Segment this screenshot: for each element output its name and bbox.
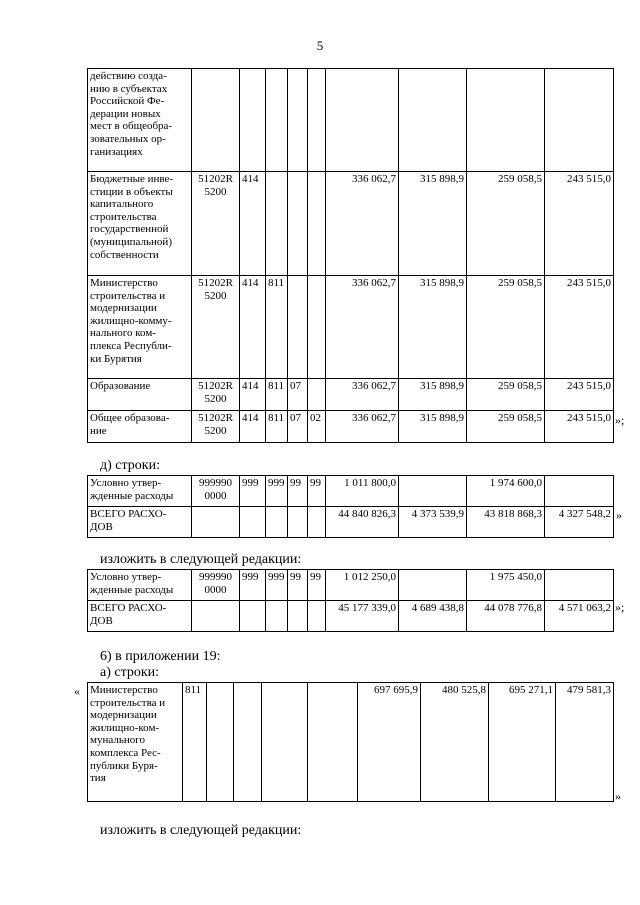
row-value-3: 1 975 450,0 — [467, 570, 545, 601]
paragraph-edit-2: изложить в следующей редакции: — [100, 823, 302, 838]
row-value-3: 259 058,5 — [467, 379, 545, 411]
row-value-4: 4 571 063,2 — [545, 601, 614, 632]
row-value-2 — [399, 69, 467, 172]
row-pr: 07 — [288, 379, 308, 411]
paragraph-d-rows: д) строки: — [100, 458, 160, 473]
row-gr — [240, 507, 266, 538]
row-code: 999990 0000 — [192, 476, 240, 507]
row-value-2 — [399, 570, 467, 601]
row-value-4: 4 327 548,2 — [545, 507, 614, 538]
row-name: Условно утвер- жденные расходы — [88, 476, 192, 507]
row-value-3 — [467, 69, 545, 172]
row-value-1: 697 695,9 — [358, 683, 421, 802]
row-rz: 811 — [266, 379, 288, 411]
row-code — [192, 601, 240, 632]
table-row — [88, 172, 614, 276]
row-pr: 99 — [288, 476, 308, 507]
row-vr — [308, 601, 326, 632]
row-value-3: 1 974 600,0 — [467, 476, 545, 507]
budget-table-3 — [87, 569, 614, 632]
table-row — [88, 507, 614, 538]
row-name: Бюджетные инве- стиции в объекты капитального строительства государственной (муниципальной) собственности — [88, 172, 192, 276]
row-vr — [308, 507, 326, 538]
row-value-3: 259 058,5 — [467, 411, 545, 443]
table-row — [88, 601, 614, 632]
row-value-1: 1 012 250,0 — [326, 570, 399, 601]
row-value-2: 480 525,8 — [421, 683, 489, 802]
page-number: 5 — [316, 38, 324, 53]
row-name: Министерство строительства и модернизации жилищно-ком- мунального комплекса Рес- публики Буря- тия — [88, 683, 183, 802]
row-gr: 414 — [240, 379, 266, 411]
paragraph-6-appendix: 6) в приложении 19: — [100, 649, 221, 664]
row-col-3 — [207, 683, 234, 802]
closing-quote-2: » — [616, 508, 622, 522]
closing-quote-3: »; — [615, 600, 625, 614]
row-rz — [266, 69, 288, 172]
row-value-3: 44 078 776,8 — [467, 601, 545, 632]
budget-table-2 — [87, 475, 614, 538]
row-name: Условно утвер- жденные расходы — [88, 570, 192, 601]
budget-table-4 — [87, 682, 614, 802]
row-gr — [240, 601, 266, 632]
row-value-1: 1 011 800,0 — [326, 476, 399, 507]
row-name: Министерство строительства и модернизации жилищно-комму- нального ком- плекса Республи- ки Бурятия — [88, 276, 192, 379]
row-value-4: 243 515,0 — [545, 172, 614, 276]
row-pr — [288, 172, 308, 276]
row-value-1: 336 062,7 — [326, 379, 399, 411]
row-vr — [308, 69, 326, 172]
table-row — [88, 570, 614, 601]
table-row — [88, 683, 614, 802]
row-rz: 999 — [266, 476, 288, 507]
table-row — [88, 476, 614, 507]
row-name: ВСЕГО РАСХО- ДОВ — [88, 601, 192, 632]
row-col-4 — [234, 683, 262, 802]
closing-quote-1: »; — [615, 413, 625, 427]
table-row — [88, 69, 614, 172]
row-code: 51202R 5200 — [192, 276, 240, 379]
row-code: 999990 0000 — [192, 570, 240, 601]
row-code — [192, 69, 240, 172]
table-row — [88, 276, 614, 379]
row-rz: 811 — [266, 276, 288, 379]
row-code: 51202R 5200 — [192, 379, 240, 411]
budget-table-1 — [87, 68, 614, 443]
opening-quote-4: « — [74, 684, 80, 698]
row-gr: 999 — [240, 476, 266, 507]
row-name: ВСЕГО РАСХО- ДОВ — [88, 507, 192, 538]
row-value-4 — [545, 69, 614, 172]
row-vr: 99 — [308, 476, 326, 507]
row-name: Общее образова- ние — [88, 411, 192, 443]
row-code: 51202R 5200 — [192, 411, 240, 443]
row-value-4 — [545, 476, 614, 507]
closing-quote-4: » — [615, 789, 621, 803]
row-vr: 02 — [308, 411, 326, 443]
row-pr — [288, 507, 308, 538]
table-row — [88, 379, 614, 411]
row-name: действию созда- нию в субъектах Российской Фе- дерации новых мест в общеобра- зовательных ор- ганизациях — [88, 69, 192, 172]
row-value-4: 479 581,3 — [556, 683, 614, 802]
row-value-3: 259 058,5 — [467, 172, 545, 276]
row-value-1: 45 177 339,0 — [326, 601, 399, 632]
row-gr: 999 — [240, 570, 266, 601]
row-gr — [240, 69, 266, 172]
row-value-2: 315 898,9 — [399, 379, 467, 411]
row-value-1 — [326, 69, 399, 172]
row-vr — [308, 276, 326, 379]
row-rz — [266, 601, 288, 632]
row-pr — [288, 601, 308, 632]
row-code: 811 — [183, 683, 207, 802]
row-vr — [308, 172, 326, 276]
paragraph-edit-1: изложить в следующей редакции: — [100, 552, 302, 567]
row-value-4: 243 515,0 — [545, 411, 614, 443]
row-rz — [266, 507, 288, 538]
row-code: 51202R 5200 — [192, 172, 240, 276]
row-value-3: 259 058,5 — [467, 276, 545, 379]
row-rz — [266, 172, 288, 276]
row-value-2: 4 373 539,9 — [399, 507, 467, 538]
row-rz: 811 — [266, 411, 288, 443]
row-vr — [308, 379, 326, 411]
row-rz: 999 — [266, 570, 288, 601]
row-gr: 414 — [240, 276, 266, 379]
row-value-2: 315 898,9 — [399, 276, 467, 379]
row-code — [192, 507, 240, 538]
row-value-1: 44 840 826,3 — [326, 507, 399, 538]
row-value-4 — [545, 570, 614, 601]
row-value-1: 336 062,7 — [326, 276, 399, 379]
table-row — [88, 411, 614, 443]
row-col-5 — [262, 683, 308, 802]
row-col-6 — [308, 683, 358, 802]
row-value-1: 336 062,7 — [326, 172, 399, 276]
row-pr: 07 — [288, 411, 308, 443]
row-gr: 414 — [240, 411, 266, 443]
row-name: Образование — [88, 379, 192, 411]
row-value-2: 4 689 438,8 — [399, 601, 467, 632]
row-value-3: 43 818 868,3 — [467, 507, 545, 538]
paragraph-a-rows: а) строки: — [100, 665, 160, 680]
row-pr: 99 — [288, 570, 308, 601]
row-value-4: 243 515,0 — [545, 379, 614, 411]
row-value-1: 336 062,7 — [326, 411, 399, 443]
row-value-2 — [399, 476, 467, 507]
row-vr: 99 — [308, 570, 326, 601]
row-pr — [288, 276, 308, 379]
row-value-3: 695 271,1 — [489, 683, 556, 802]
row-value-2: 315 898,9 — [399, 411, 467, 443]
row-value-2: 315 898,9 — [399, 172, 467, 276]
row-value-4: 243 515,0 — [545, 276, 614, 379]
row-pr — [288, 69, 308, 172]
row-gr: 414 — [240, 172, 266, 276]
